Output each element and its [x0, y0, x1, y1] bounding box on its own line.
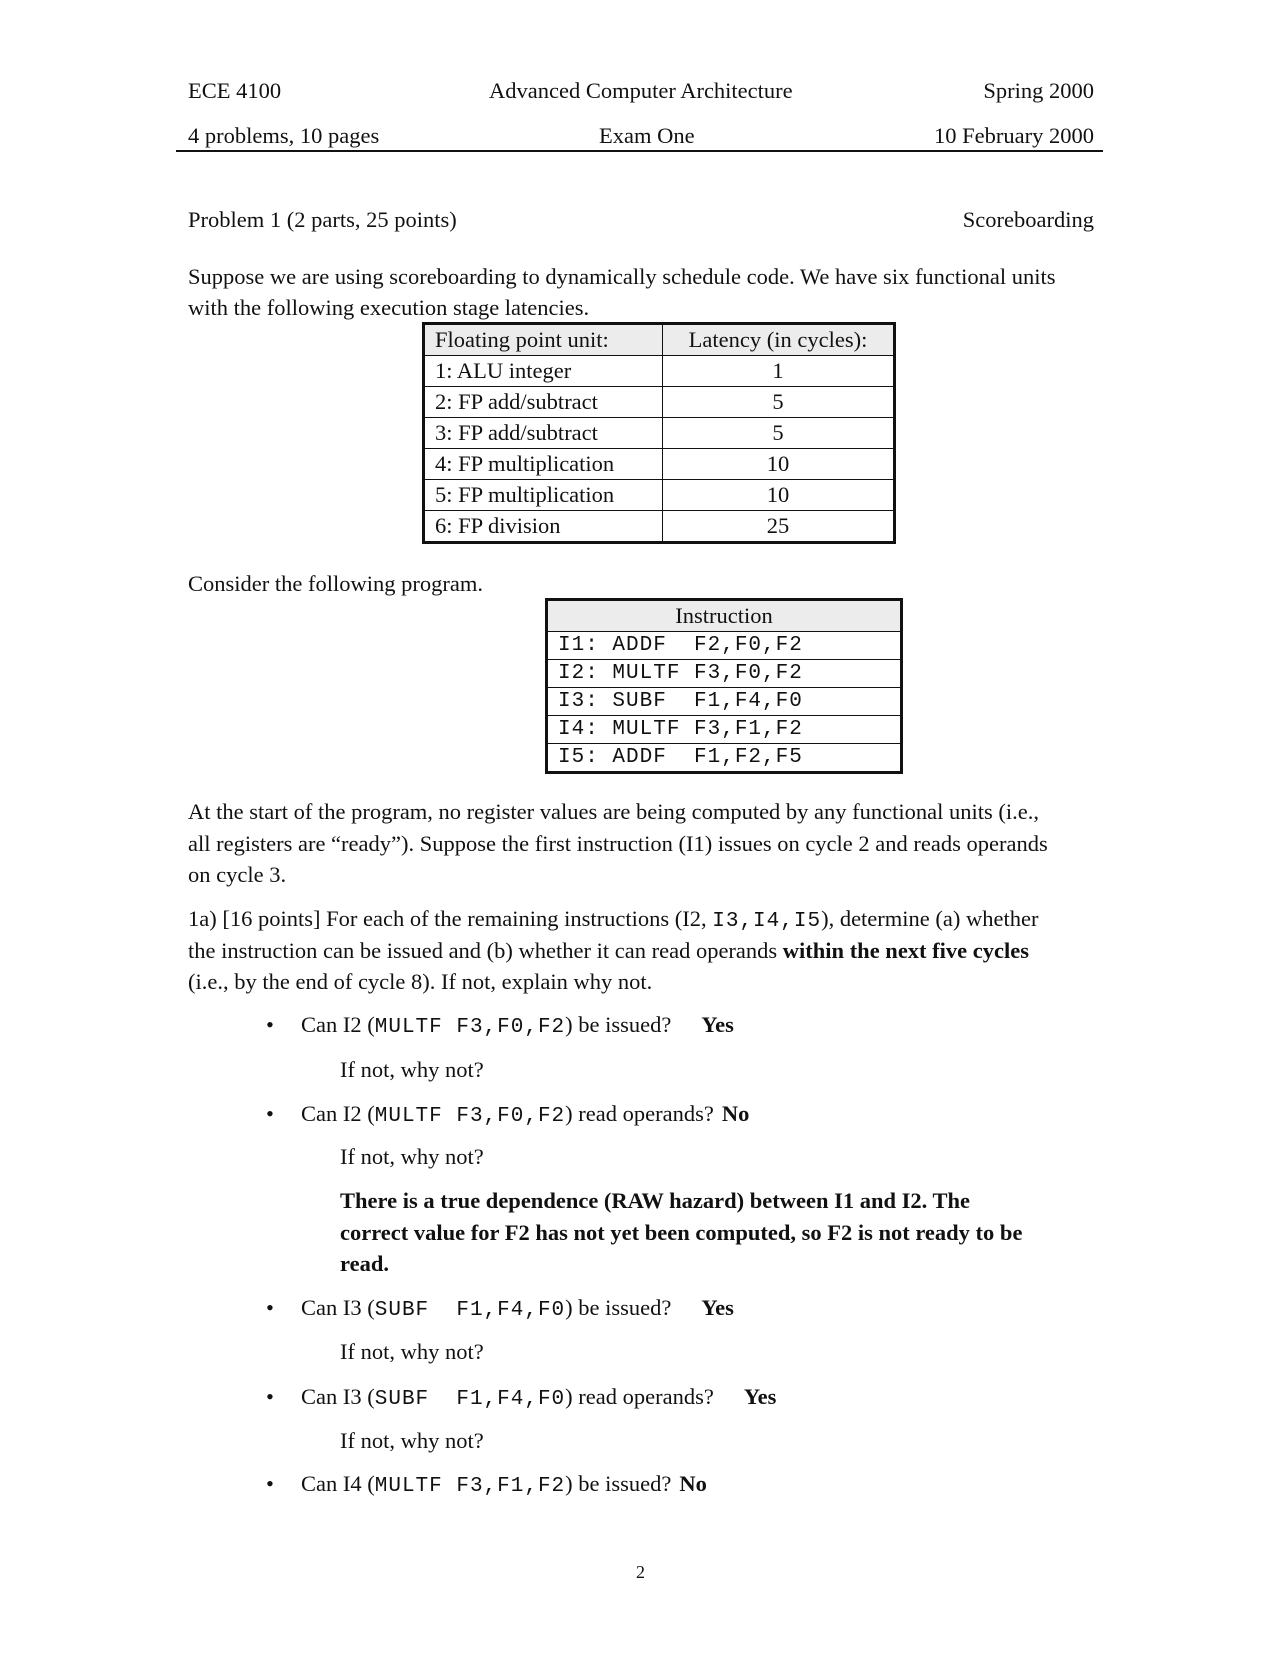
text: ) be issued? [565, 1012, 672, 1037]
problem-count: 4 problems, 10 pages [188, 123, 380, 148]
header-rule [176, 150, 1103, 152]
why-not-label: If not, why not? [340, 1144, 484, 1169]
answer: Yes [743, 1384, 777, 1409]
question-bullet [266, 1386, 776, 1410]
question-1a-line [188, 908, 1038, 932]
text: ), determine (a) whether [821, 906, 1039, 931]
table-row [424, 387, 895, 418]
code: I3,I4,I5 [712, 910, 822, 933]
text: Can I2 ( [301, 1101, 375, 1126]
latency-cell: 10 [663, 480, 895, 511]
question-bullet [266, 1103, 749, 1127]
start-para-line: At the start of the program, no register values are being computed by any functional units (i.e., [188, 799, 1040, 824]
text: ) read operands? [565, 1384, 714, 1409]
table-row [424, 449, 895, 480]
col-header: Latency (in cycles): [663, 324, 895, 356]
bullet-icon: • [266, 1295, 274, 1320]
intro-line: Suppose we are using scoreboarding to dynamically schedule code. We have six functional units [188, 264, 1056, 289]
table-row [424, 511, 895, 543]
text: 1a) [16 points] For each of the remaining instructions (I2, [188, 906, 713, 931]
problem-title: Problem 1 (2 parts, 25 points) [188, 207, 457, 232]
why-not-label: If not, why not? [340, 1057, 484, 1082]
answer: Yes [701, 1295, 734, 1320]
unit-cell: 6: FP division [424, 511, 663, 543]
instruction-row: I2: MULTF F3,F0,F2 [547, 660, 902, 688]
code: MULTF F3,F1,F2 [374, 1475, 566, 1498]
text: Can I2 ( [301, 1012, 375, 1037]
unit-cell: 1: ALU integer [424, 356, 663, 387]
latency-cell: 5 [663, 387, 895, 418]
text: Can I3 ( [301, 1384, 375, 1409]
course-code: ECE 4100 [188, 78, 282, 103]
col-header: Floating point unit: [424, 324, 663, 356]
text: ) be issued? [565, 1471, 672, 1496]
latency-cell: 5 [663, 418, 895, 449]
consider-text: Consider the following program. [188, 571, 483, 596]
problem-topic: Scoreboarding [962, 207, 1094, 232]
question-bullet [266, 1014, 734, 1038]
bullet-icon: • [266, 1012, 274, 1037]
instruction-row: I4: MULTF F3,F1,F2 [547, 716, 902, 744]
course-title: Advanced Computer Architecture [489, 78, 793, 103]
explanation-line: There is a true dependence (RAW hazard) between I1 and I2. The [340, 1188, 971, 1213]
col-header: Instruction [547, 600, 902, 632]
why-not-label: If not, why not? [340, 1339, 484, 1364]
instruction-row: I1: ADDF F2,F0,F2 [547, 632, 902, 660]
intro-line: with the following execution stage latencies. [188, 295, 590, 320]
table-row [424, 480, 895, 511]
text: the instruction can be issued and (b) whether it can read operands [188, 938, 783, 963]
text: Can I4 ( [301, 1471, 375, 1496]
code: MULTF F3,F0,F2 [374, 1016, 566, 1039]
exam-name: Exam One [599, 123, 695, 148]
latency-cell: 25 [663, 511, 895, 543]
latency-table [422, 322, 896, 544]
page-number: 2 [636, 1562, 645, 1582]
instruction-row: I3: SUBF F1,F4,F0 [547, 688, 902, 716]
unit-cell: 5: FP multiplication [424, 480, 663, 511]
answer: Yes [701, 1012, 734, 1037]
text: ) read operands? [565, 1101, 714, 1126]
latency-cell: 1 [663, 356, 895, 387]
question-1a-line [188, 940, 1029, 963]
unit-cell: 2: FP add/subtract [424, 387, 663, 418]
explanation-line: read. [340, 1251, 389, 1276]
latency-cell: 10 [663, 449, 895, 480]
table-row [424, 418, 895, 449]
text: Can I3 ( [301, 1295, 375, 1320]
bullet-icon: • [266, 1471, 274, 1496]
explanation-line: correct value for F2 has not yet been computed, so F2 is not ready to be [340, 1220, 1023, 1245]
table-row [424, 356, 895, 387]
exam-date: 10 February 2000 [934, 123, 1094, 148]
code: SUBF F1,F4,F0 [374, 1299, 566, 1322]
start-para-line: on cycle 3. [188, 862, 287, 887]
bullet-icon: • [266, 1384, 274, 1409]
emphasis: within the next five cycles [782, 938, 1030, 963]
question-bullet [266, 1473, 707, 1497]
question-bullet [266, 1297, 734, 1321]
why-not-label: If not, why not? [340, 1428, 484, 1453]
code: SUBF F1,F4,F0 [374, 1388, 566, 1411]
question-1a-line: (i.e., by the end of cycle 8). If not, explain why not. [188, 969, 653, 994]
code: MULTF F3,F0,F2 [374, 1105, 566, 1128]
answer: No [679, 1471, 707, 1496]
term: Spring 2000 [983, 78, 1094, 103]
start-para-line: all registers are “ready”). Suppose the first instruction (I1) issues on cycle 2 and reads operands [188, 831, 1048, 856]
unit-cell: 4: FP multiplication [424, 449, 663, 480]
unit-cell: 3: FP add/subtract [424, 418, 663, 449]
answer: No [721, 1101, 750, 1126]
bullet-icon: • [266, 1101, 274, 1126]
program-table [545, 598, 903, 774]
instruction-row: I5: ADDF F1,F2,F5 [547, 744, 902, 773]
text: ) be issued? [565, 1295, 672, 1320]
